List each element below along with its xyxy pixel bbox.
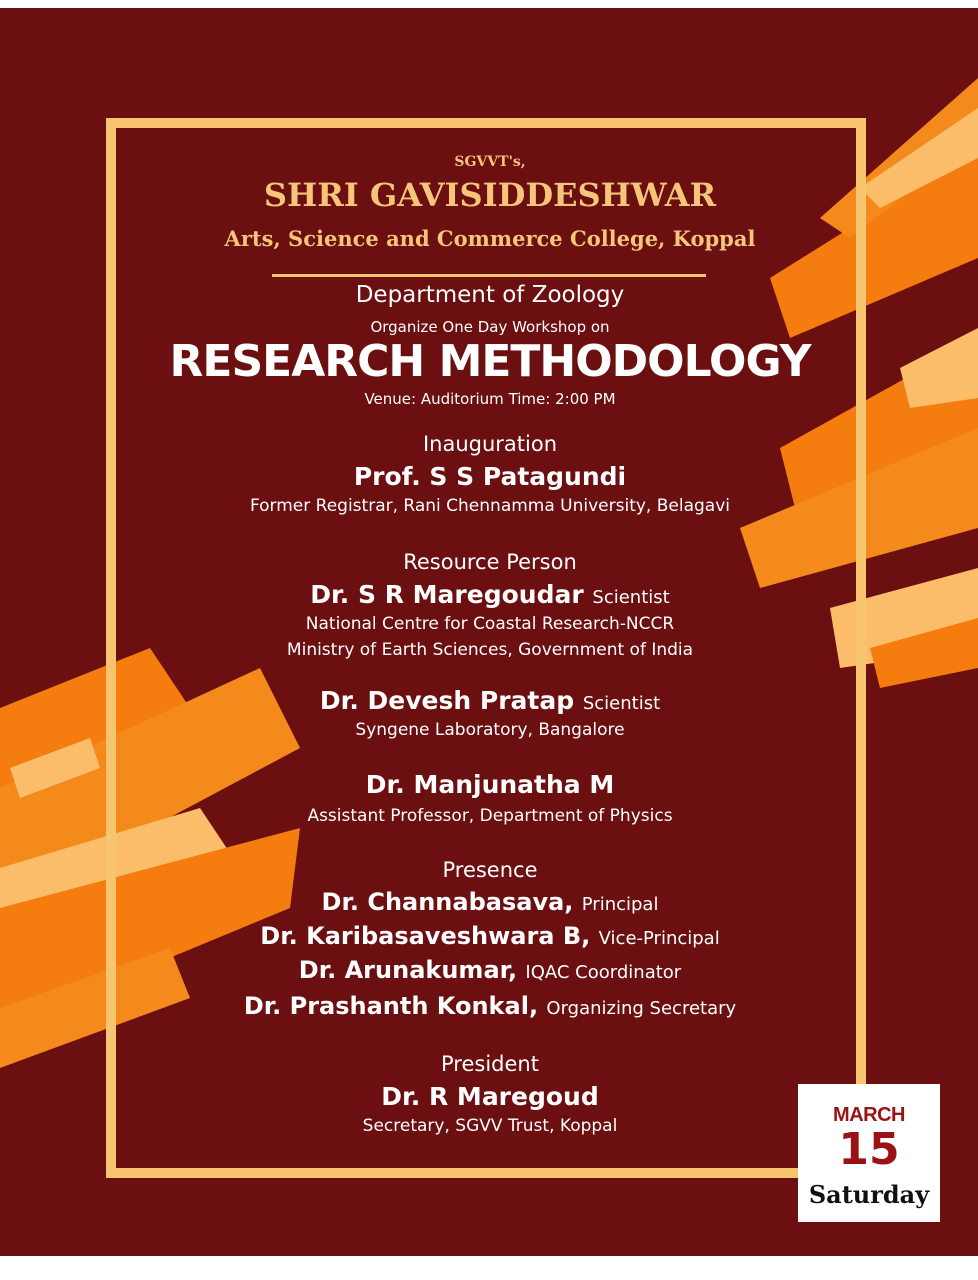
president-name: Dr. R Maregoud — [381, 1082, 599, 1111]
inauguration-heading: Inauguration — [422, 432, 558, 456]
inaugurator-detail: Former Registrar, Rani Chennamma University, Belagavi — [249, 496, 730, 516]
presence-person-4 — [150, 992, 830, 1020]
presence-role: Vice-Principal — [598, 928, 720, 949]
venue-time: Venue: Auditorium Time: 2:00 PM — [364, 390, 616, 408]
resource-person-detail: Ministry of Earth Sciences, Government of India — [286, 640, 694, 660]
college-prefix: SGVVT's, — [454, 154, 526, 170]
date-badge — [798, 1084, 940, 1222]
header-divider — [272, 274, 706, 277]
college-subtitle: Arts, Science and Commerce College, Koppal — [224, 226, 756, 251]
presence-heading: Presence — [442, 858, 538, 882]
president-detail: Secretary, SGVV Trust, Koppal — [362, 1116, 618, 1136]
resource-person-role: Scientist — [582, 693, 661, 714]
resource-person-3 — [150, 770, 830, 799]
date-weekday: Saturday — [808, 1180, 930, 1209]
resource-person-detail: Assistant Professor, Department of Physics — [307, 806, 673, 826]
presence-person-1 — [150, 888, 830, 916]
college-name: SHRI GAVISIDDESHWAR — [263, 176, 717, 214]
date-month: MARCH — [833, 1104, 905, 1126]
date-day: 15 — [838, 1124, 900, 1175]
organize-line: Organize One Day Workshop on — [370, 318, 610, 336]
resource-person-2 — [150, 686, 830, 715]
president-heading: President — [441, 1052, 539, 1076]
inaugurator-name: Prof. S S Patagundi — [353, 462, 627, 491]
resource-person-role: Scientist — [592, 587, 670, 608]
presence-person-2 — [150, 922, 830, 950]
event-title: RESEARCH METHODOLOGY — [169, 336, 811, 387]
presence-role: Principal — [581, 894, 659, 915]
presence-name: Dr. Karibasaveshwara B, — [260, 922, 591, 950]
presence-name: Dr. Arunakumar, — [298, 956, 518, 984]
resource-person-1 — [150, 580, 830, 609]
resource-person-detail: National Centre for Coastal Research-NCCR — [305, 614, 675, 634]
resource-person-name: Dr. Devesh Pratap — [319, 686, 575, 715]
presence-person-3 — [150, 956, 830, 984]
presence-role: IQAC Coordinator — [525, 962, 682, 983]
resource-person-detail: Syngene Laboratory, Bangalore — [355, 720, 625, 740]
resource-person-name: Dr. Manjunatha M — [365, 770, 615, 799]
resource-heading: Resource Person — [403, 550, 577, 574]
presence-role: Organizing Secretary — [546, 998, 737, 1019]
presence-name: Dr. Prashanth Konkal, — [243, 992, 539, 1020]
department: Department of Zoology — [355, 282, 625, 308]
presence-name: Dr. Channabasava, — [321, 888, 574, 916]
resource-person-name: Dr. S R Maregoudar — [310, 580, 584, 609]
